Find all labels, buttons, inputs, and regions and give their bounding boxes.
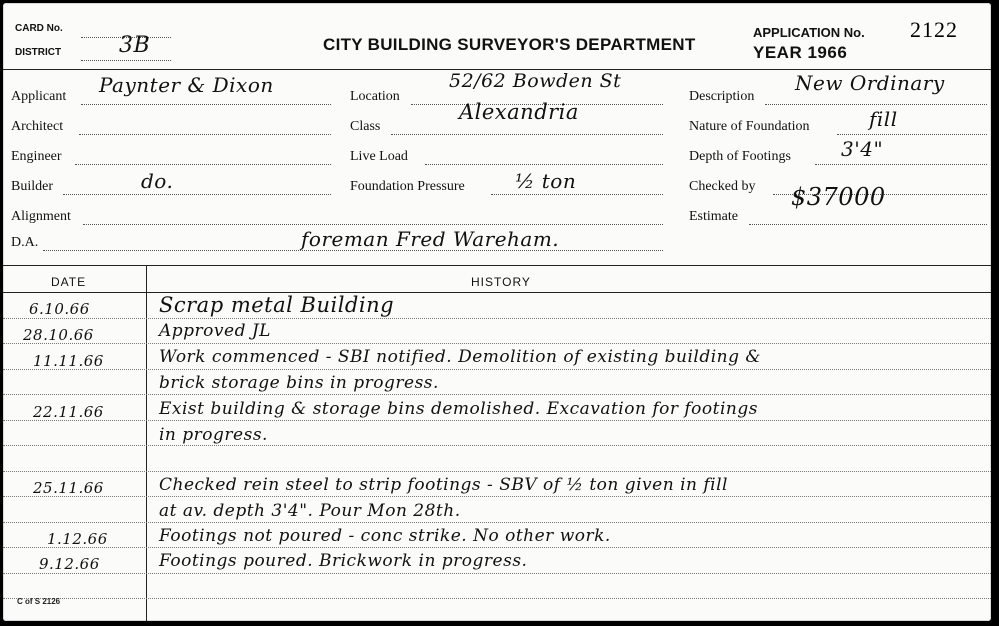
history-rule (3, 522, 991, 523)
builder-line (63, 194, 331, 195)
history-text-cont: at av. depth 3'4". Pour Mon 28th. (159, 501, 461, 521)
architect-label: Architect (11, 119, 64, 134)
architect-line (79, 134, 331, 135)
district-label: DISTRICT (15, 47, 62, 58)
history-date: 6.10.66 (29, 300, 90, 318)
history-column-header: HISTORY (471, 275, 531, 289)
history-rule (3, 496, 991, 497)
history-text: Footings not poured - conc strike. No other work. (159, 526, 611, 546)
applicant-line (81, 104, 331, 105)
builder-value: do. (141, 169, 174, 193)
form-code: C of S 2126 (17, 597, 61, 606)
district-value: 3B (119, 33, 151, 58)
history-rule (3, 343, 991, 344)
description-line (765, 104, 987, 105)
class-label: Class (350, 119, 381, 134)
builder-label: Builder (11, 179, 53, 194)
description-value: New Ordinary (795, 71, 945, 95)
history-header-divider (3, 292, 991, 293)
foundation-pressure-value: ½ ton (515, 169, 577, 193)
estimate-label: Estimate (689, 209, 738, 224)
history-text-cont: brick storage bins in progress. (159, 373, 439, 393)
history-rule (3, 445, 991, 446)
history-text: Approved JL (159, 321, 271, 341)
history-rule (3, 420, 991, 421)
history-top-divider (3, 265, 991, 266)
location-label: Location (350, 89, 400, 104)
depth-of-footings-line (815, 164, 987, 165)
alignment-line (83, 224, 663, 225)
depth-of-footings-value: 3'4" (841, 137, 884, 161)
nature-of-foundation-label: Nature of Foundation (689, 119, 810, 134)
history-date: 25.11.66 (33, 479, 104, 497)
engineer-line (75, 164, 331, 165)
description-label: Description (689, 89, 755, 104)
applicant-value: Paynter & Dixon (99, 73, 274, 97)
history-text-cont: in progress. (159, 425, 268, 445)
depth-of-footings-label: Depth of Footings (689, 149, 791, 164)
application-number: 2122 (910, 17, 958, 42)
history-text: Scrap metal Building (159, 293, 395, 317)
card-no-label: CARD No. (15, 23, 63, 34)
live-load-line (425, 164, 663, 165)
history-date: 1.12.66 (47, 530, 108, 548)
history-date: 11.11.66 (33, 352, 104, 370)
history-date: 28.10.66 (23, 326, 94, 344)
history-rule (3, 598, 991, 599)
estimate-value: $37000 (791, 183, 886, 211)
year-label: YEAR 1966 (753, 43, 848, 62)
history-date: 22.11.66 (33, 403, 104, 421)
estimate-line (749, 224, 987, 225)
history-rule (3, 547, 991, 548)
live-load-label: Live Load (350, 149, 408, 164)
checked-by-label: Checked by (689, 179, 756, 194)
foundation-pressure-label: Foundation Pressure (350, 179, 465, 194)
history-text: Checked rein steel to strip footings - SBV of ½ ton given in fill (159, 475, 728, 495)
date-column-header: DATE (51, 275, 87, 289)
history-rule (3, 369, 991, 370)
foreman-note: foreman Fred Wareham. (301, 227, 560, 251)
nature-of-foundation-line (837, 134, 987, 135)
history-rule (3, 318, 991, 319)
application-label: APPLICATION No. (753, 25, 865, 40)
alignment-label: Alignment (11, 209, 71, 224)
building-record-card (3, 3, 991, 621)
history-rule (3, 573, 991, 574)
da-label: D.A. (11, 235, 39, 250)
applicant-label: Applicant (11, 89, 67, 104)
history-rule (3, 471, 991, 472)
department-title: CITY BUILDING SURVEYOR'S DEPARTMENT (323, 35, 696, 54)
history-text: Exist building & storage bins demolished. Excavation for footings (159, 399, 758, 419)
location-value-2: Alexandria (459, 100, 579, 124)
history-date: 9.12.66 (39, 555, 100, 573)
history-rule (3, 394, 991, 395)
class-line (391, 134, 663, 135)
district-line (81, 60, 171, 61)
location-value: 52/62 Bowden St (449, 70, 622, 92)
history-text: Work commenced - SBI notified. Demolition of existing building & (159, 347, 762, 367)
history-text: Footings poured. Brickwork in progress. (159, 551, 528, 571)
nature-of-foundation-value: fill (869, 107, 898, 131)
engineer-label: Engineer (11, 149, 62, 164)
foundation-pressure-line (491, 194, 663, 195)
